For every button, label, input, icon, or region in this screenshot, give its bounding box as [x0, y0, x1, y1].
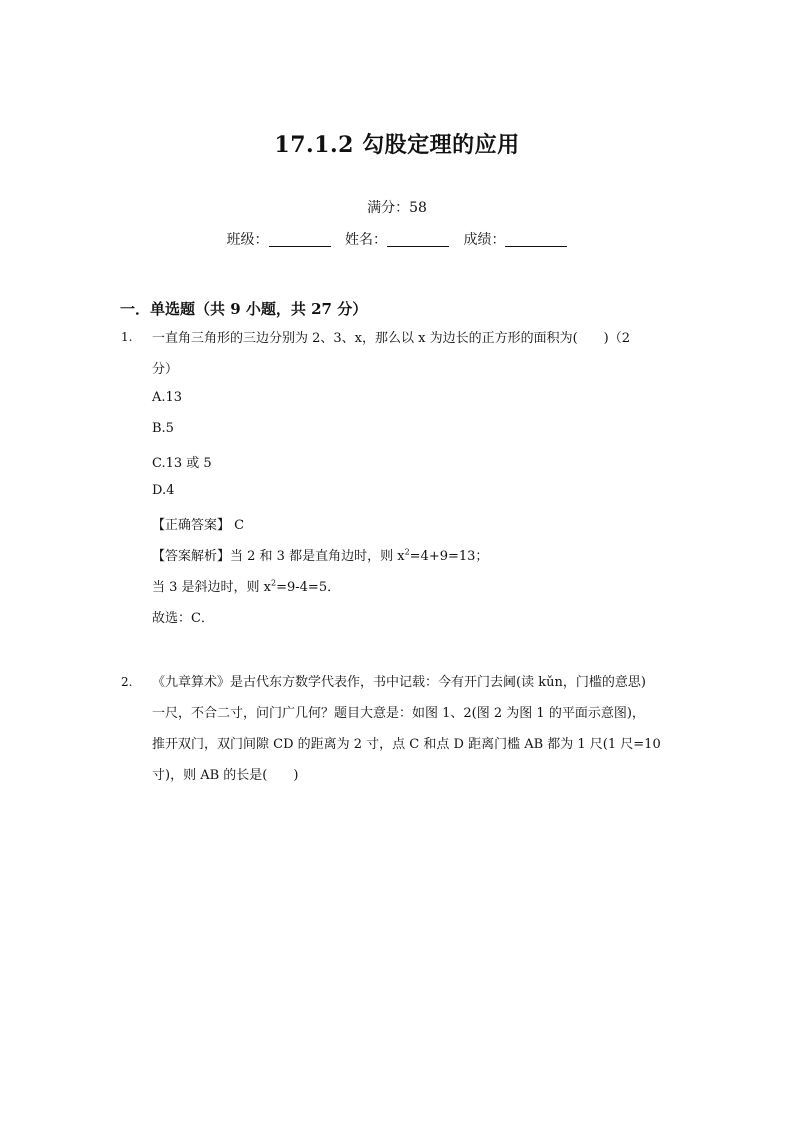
question-1-option-b: B.5: [152, 421, 174, 436]
student-info-line: [0, 229, 794, 249]
answer-value: C: [230, 518, 245, 533]
analysis-sup-2: 2: [271, 578, 277, 588]
question-1-analysis-line2: [152, 576, 340, 595]
section-title: 一．单选题（共 9 小题，共 27 分）: [120, 300, 368, 318]
analysis-text-2a: 当 3 是斜边时，则 x: [152, 580, 271, 595]
analysis-text-2b: =9-4=5．: [276, 580, 341, 595]
question-2-line3: 推开双门，双门间隙 CD 的距离为 2 寸，点 C 和点 D 距离门槛 AB 都为 1 尺(1 尺=10: [152, 737, 661, 752]
analysis-label: 【答案解析】: [152, 549, 231, 564]
grade-blank: [505, 232, 567, 247]
question-1-stem-line2: 分）: [152, 362, 179, 377]
question-1-option-d: D.4: [152, 483, 175, 498]
full-score: 满分：58: [367, 200, 427, 216]
question-1-number: 1.: [121, 330, 133, 344]
question-1-answer: [152, 514, 244, 533]
question-2-line1: 《九章算术》是古代东方数学代表作，书中记载：今有开门去阃(读 kǔn，门槛的意思): [152, 675, 646, 690]
answer-label: 【正确答案】: [152, 518, 231, 533]
question-2-line2: 一尺，不合二寸，问门广几何？题目大意是：如图 1、2(图 2 为图 1 的平面示意图)，: [152, 706, 645, 721]
question-1-stem-line1: 一直角三角形的三边分别为 2、3、x，那么以 x 为边长的正方形的面积为( )（2: [152, 331, 631, 346]
grade-label: 成绩：: [463, 232, 506, 248]
name-blank: [387, 232, 449, 247]
class-label: 班级：: [226, 232, 269, 248]
question-1-conclusion: 故选：C．: [152, 611, 214, 626]
question-1-option-a: A.13: [152, 390, 183, 405]
analysis-sup-1: 2: [404, 547, 410, 557]
question-1-option-c: C.13 或 5: [152, 456, 212, 471]
question-2-line4: 寸)，则 AB 的长是( ): [152, 768, 299, 783]
class-blank: [269, 232, 331, 247]
question-2-number: 2.: [121, 675, 133, 689]
question-1-analysis-line1: [152, 545, 488, 564]
analysis-text-1b: =4+9=13；: [409, 549, 489, 564]
analysis-text-1a: 当 2 和 3 都是直角边时，则 x: [230, 549, 405, 564]
page-title: 17.1.2 勾股定理的应用: [274, 132, 520, 158]
name-label: 姓名：: [345, 232, 387, 248]
